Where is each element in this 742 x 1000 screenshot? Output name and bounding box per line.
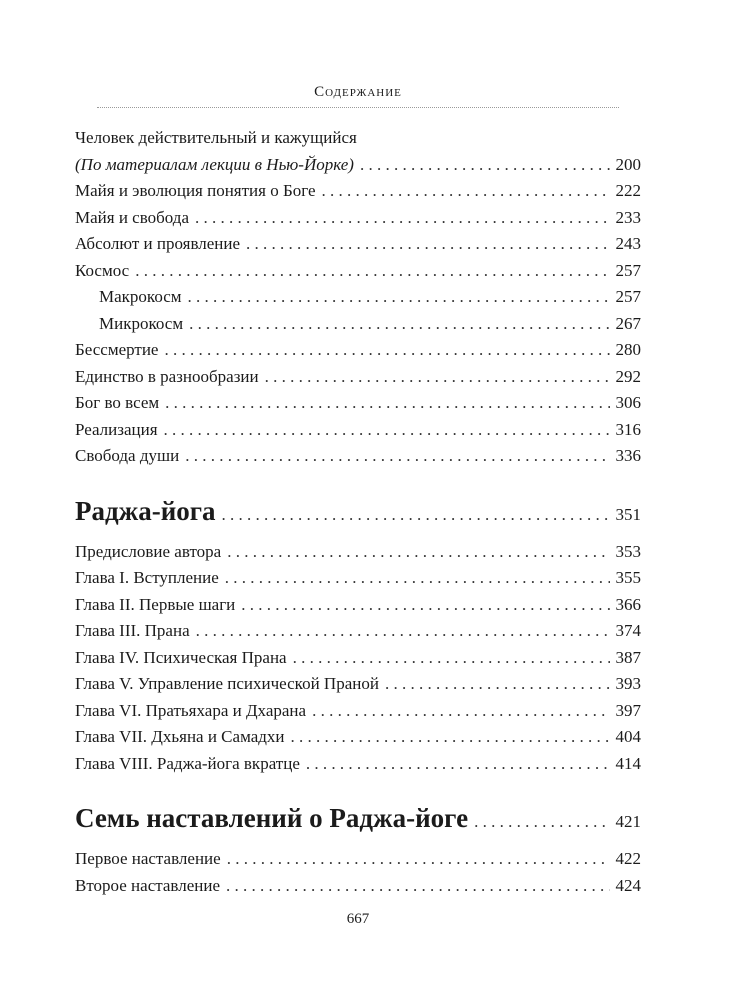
toc-entry [75,645,641,672]
toc-entry-title: Единство в разнообразии [75,366,259,386]
toc-page-number: 414 [615,753,641,773]
dot-leader [188,284,610,311]
table-of-contents [75,125,641,899]
toc-entry-title: Глава V. Управление психической Праной [75,674,379,693]
dot-leader [246,231,609,258]
toc-entry [75,231,641,258]
running-head: Содержание [314,84,402,100]
toc-entry-title-line1: Человек действительный и кажущийся [75,128,357,147]
toc-entry-title: Глава VII. Дхьяна и Самадхи [75,727,285,746]
toc-page-number: 393 [615,674,641,693]
dot-leader [322,178,610,205]
dot-leader [360,152,610,179]
toc-page-number: 397 [615,700,641,720]
toc-entry-title: Первое наставление [75,849,221,868]
header-divider [97,107,619,108]
toc-page-number: 422 [615,849,641,868]
toc-entry-title: Майя и эволюция понятия о Боге [75,181,316,200]
dot-leader [135,258,609,285]
toc-entry [75,698,641,725]
toc-entry-title: Реализация [75,419,158,439]
toc-entry [75,337,641,364]
toc-entry [75,258,641,285]
toc-page-number: 366 [615,594,641,614]
dot-leader [293,645,610,672]
dot-leader [312,698,609,725]
dot-leader [241,592,609,619]
toc-page-number: 353 [615,541,641,561]
toc-subentry [75,311,641,338]
toc-subentry [75,284,641,311]
toc-page-number: 233 [615,207,641,227]
toc-entry [75,671,641,698]
toc-entry-title: Макрокосм [99,287,182,306]
book-page [75,0,641,1000]
toc-section-heading [75,803,641,834]
toc-entry-title: (По материалам лекции в Нью-Йорке) [75,154,354,174]
toc-entry [75,539,641,566]
toc-page-number: 306 [615,393,641,412]
toc-entry-title: Глава II. Первые шаги [75,594,236,614]
toc-entry [75,178,641,205]
section-title: Семь наставлений о Раджа-йоге [75,803,469,833]
dot-leader [291,724,610,751]
dot-leader [222,505,610,525]
toc-page-number: 243 [615,234,641,253]
dot-leader [227,539,609,566]
dot-leader [185,443,609,470]
toc-entry-title: Глава III. Прана [75,621,190,640]
toc-entry [75,751,641,778]
toc-page-number: 421 [615,812,641,831]
toc-entry-title: Майя и свобода [75,207,189,227]
dot-leader [226,873,610,900]
toc-entry [75,618,641,645]
dot-leader [385,671,610,698]
dot-leader [195,205,610,232]
dot-leader [196,618,610,645]
dot-leader [227,846,610,873]
dot-leader [164,417,610,444]
toc-entry [75,565,641,592]
toc-page-number: 200 [615,154,641,174]
dot-leader [306,751,610,778]
toc-page-number: 316 [615,419,641,439]
dot-leader [189,311,609,338]
toc-entry-title: Глава I. Вступление [75,568,219,587]
toc-page-number: 267 [615,313,641,333]
toc-page-number: 222 [615,181,641,200]
toc-entry [75,390,641,417]
toc-entry-title: Микрокосм [99,313,184,333]
toc-page-number: 336 [615,446,641,465]
dot-leader [265,364,610,391]
toc-entry [75,724,641,751]
toc-entry-title: Бог во всем [75,393,160,412]
dot-leader [225,565,610,592]
dot-leader [165,390,609,417]
page-number: 667 [346,911,370,927]
toc-page-number: 355 [615,568,641,587]
toc-entry-title: Космос [75,260,130,280]
toc-entry [75,873,641,900]
toc-page-number: 280 [615,340,641,359]
toc-entry [75,364,641,391]
toc-entry-title: Второе наставление [75,875,220,895]
toc-page-number: 374 [615,621,641,640]
dot-leader [474,812,609,832]
toc-page-number: 404 [615,727,641,746]
toc-page-number: 424 [615,875,641,895]
toc-entry [75,592,641,619]
toc-entry [75,443,641,470]
toc-section-heading [75,496,641,527]
toc-entry [75,417,641,444]
toc-page-number: 257 [615,287,641,306]
toc-entry-title: Глава VI. Пратьяхара и Дхарана [75,700,307,720]
toc-entry-title: Глава IV. Психическая Прана [75,647,287,667]
section-title: Раджа-йога [75,495,216,526]
toc-entry [75,125,641,178]
toc-page-number: 292 [615,366,641,386]
toc-entry-title: Абсолют и проявление [75,234,241,253]
toc-page-number: 351 [615,504,641,524]
toc-entry-title: Глава VIII. Раджа-йога вкратце [75,753,300,773]
toc-entry-title: Предисловие автора [75,541,222,561]
toc-page-number: 257 [615,260,641,280]
dot-leader [164,337,609,364]
toc-entry-title: Свобода души [75,446,180,465]
toc-entry-title: Бессмертие [75,340,159,359]
toc-page-number: 387 [615,647,641,667]
toc-entry [75,846,641,873]
toc-entry [75,205,641,232]
